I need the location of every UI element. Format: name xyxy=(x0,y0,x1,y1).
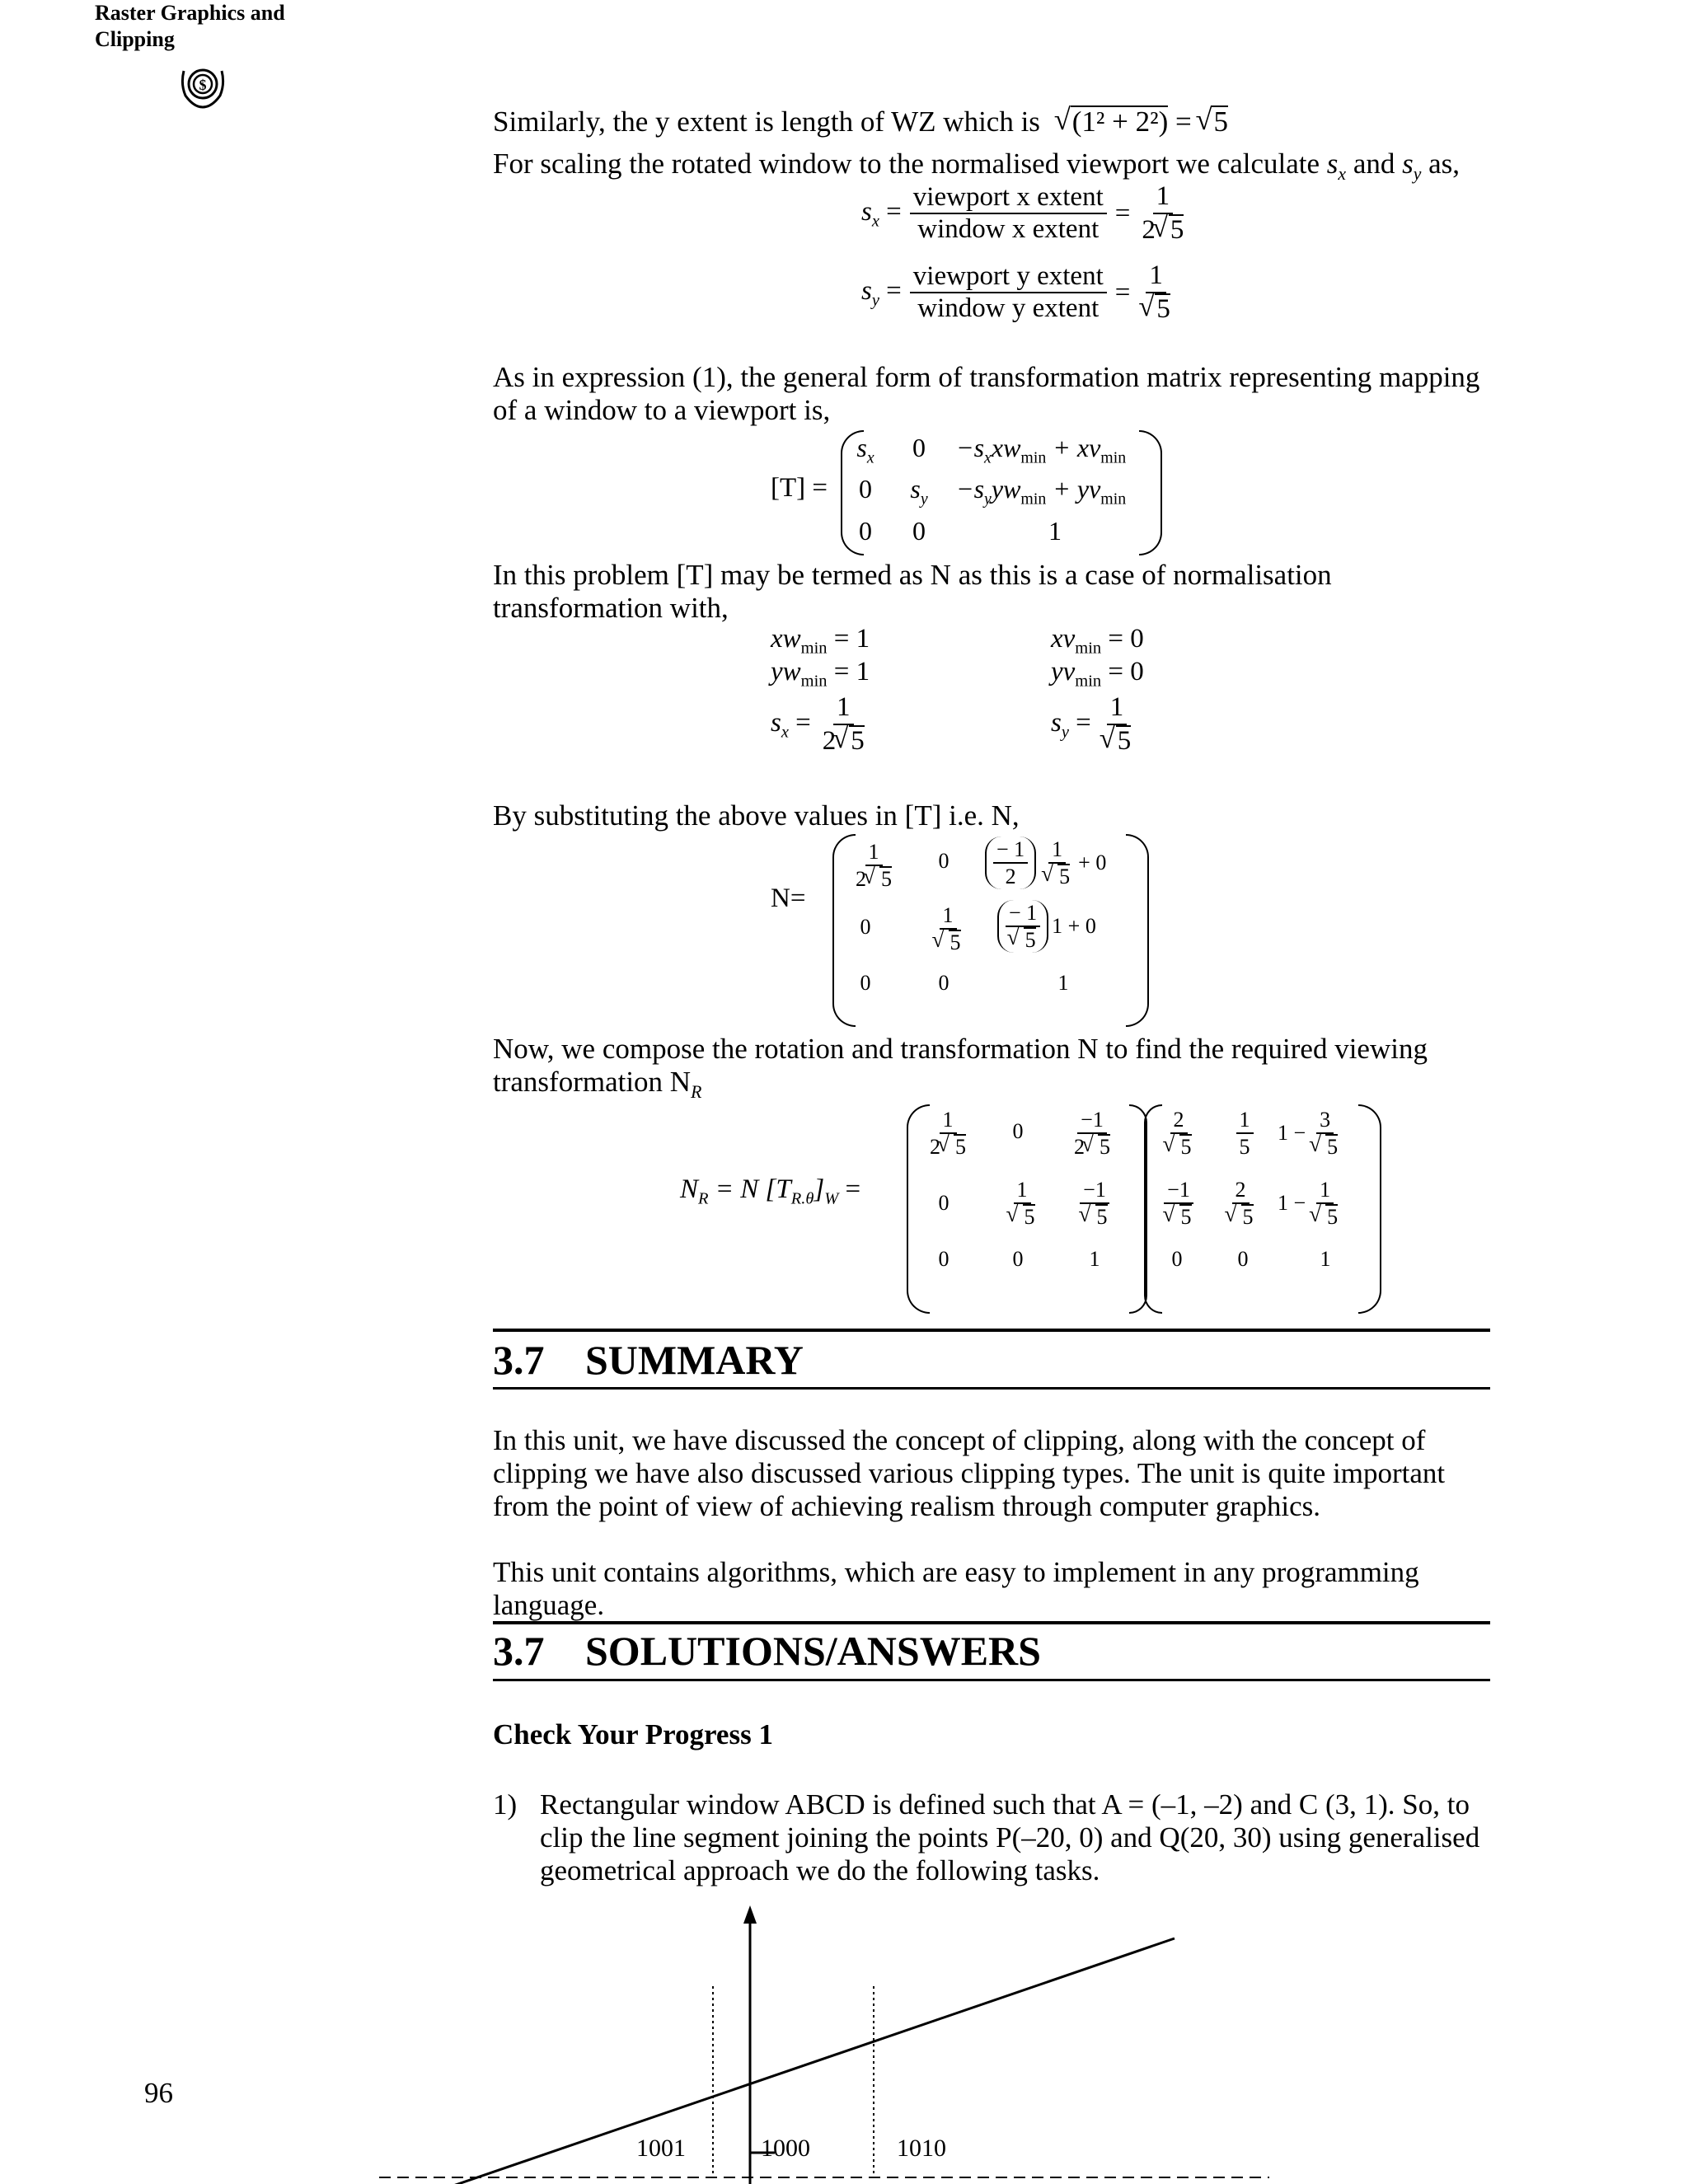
sx-denominator: window x extent xyxy=(917,214,1100,245)
compose-line1: Now, we compose the rotation and transformation N to find the required viewing xyxy=(493,1033,1428,1065)
t-r2c2: $s_y$ xyxy=(910,474,928,509)
summary-paragraph-2: This unit contains algorithms, which are easy to implement in any programming language. xyxy=(493,1556,1419,1621)
nr-m1-r3c3: 1 xyxy=(1089,1247,1100,1271)
svg-text:$: $ xyxy=(199,77,207,93)
sy-symbol: s xyxy=(1402,148,1414,180)
solutions-bottom-rule xyxy=(493,1679,1490,1681)
paragraph-normalisation xyxy=(493,559,1490,625)
region-code-middle: 1000 xyxy=(761,2135,810,2162)
n-matrix-label: N= xyxy=(771,883,806,913)
nr-equation-lhs: $N_R = N$ $[T_{R.\theta}]_W$ = xyxy=(680,1174,861,1208)
y-extent-text: Similarly, the y extent is length of WZ which is xyxy=(493,105,1040,138)
solutions-top-rule xyxy=(493,1621,1490,1624)
nr-m1-r3c2: 0 xyxy=(1012,1247,1024,1271)
t-matrix-label xyxy=(771,473,828,504)
nr-m2-r1c1: 2 √ 5 xyxy=(1154,1107,1203,1160)
t-label: [T] = xyxy=(771,473,828,503)
question-1-number: 1) xyxy=(493,1788,518,1821)
sx-numerator: viewport x extent xyxy=(910,182,1107,215)
t-r3c3: 1 xyxy=(1048,516,1062,546)
sx-result-num: 1 xyxy=(1153,181,1174,214)
n-r1c2: 0 xyxy=(938,849,950,873)
nr-m1-r1c3: $\frac{-1}{2√ 5}$ xyxy=(1059,1107,1125,1160)
ywmin-value: $yw_{min} = 1$ xyxy=(771,657,870,691)
page-number: 96 xyxy=(144,2077,173,2109)
sqrt-inner: (1² + 2²) xyxy=(1071,105,1169,138)
sy-result-sqrt: 5 xyxy=(1156,293,1170,324)
y-axis-arrow-icon xyxy=(743,1905,757,1924)
n-r1c1: $\frac{1}{2√ 5}$ xyxy=(841,839,907,892)
equals-sign: = xyxy=(1175,105,1199,138)
n-r1c3: $\frac{- 1}{2}$ 1 √ 5 + 0 xyxy=(985,837,1142,889)
paragraph-substituting: By substituting the above values in [T] i.e. N, xyxy=(493,799,1020,832)
normalisation-line2: transformation with, xyxy=(493,592,729,624)
nr-m1-r2c3: −1 √ 5 xyxy=(1070,1177,1119,1230)
question-1-text: Rectangular window ABCD is defined such that A = (–1, –2) and C (3, 1). So, to clip the line segment joining the points P(–20, 0) and Q(20, 30) using generalised geometrical approach we do the following tasks. xyxy=(540,1788,1480,1886)
paragraph-general-form xyxy=(493,361,1490,427)
n-r2c3: − 1 √ 5 1 + 0 xyxy=(997,900,1137,953)
general-form-line1: As in expression (1), the general form of transformation matrix representing mapping xyxy=(493,361,1480,393)
region-code-right: 1010 xyxy=(897,2135,946,2162)
region-code-left: 1001 xyxy=(636,2135,686,2162)
check-your-progress-heading: Check Your Progress 1 xyxy=(493,1718,773,1750)
xwmin-value: $xw_{min} = 1$ xyxy=(771,624,870,658)
and-text: and xyxy=(1353,148,1395,180)
sqrt-five: 5 xyxy=(1213,105,1228,138)
paragraph-y-extent xyxy=(493,105,1490,138)
running-header-line1: Raster Graphics and xyxy=(95,1,285,25)
running-header-line2: Clipping xyxy=(95,27,175,51)
section-heading-solutions: 3.7 SOLUTIONS/ANSWERS xyxy=(493,1628,1041,1674)
nr-m2-r2c1: −1 √ 5 xyxy=(1154,1177,1203,1230)
clipping-figure xyxy=(363,1887,1302,2184)
paragraph-compose xyxy=(493,1033,1490,1108)
t-r1c2: 0 xyxy=(912,433,926,462)
n-r2c1: 0 xyxy=(860,915,871,939)
sx-value: $s_x$ = $\frac{1}{2√ 5}$ xyxy=(771,692,868,757)
sy-lhs: s xyxy=(861,275,872,306)
sy-equation: $s_y$ = $\frac{\text{viewport y extent}}{\text{window y extent}}$ = 1 √ 5 xyxy=(861,260,1174,326)
section-heading-summary: 3.7 SUMMARY xyxy=(493,1337,804,1383)
nr-m1-r1c2: 0 xyxy=(1012,1119,1024,1143)
scaling-text: For scaling the rotated window to the normalised viewport we calculate xyxy=(493,148,1320,180)
normalisation-line1: In this problem [T] may be termed as N as this is a case of normalisation xyxy=(493,559,1332,591)
as-text: as, xyxy=(1428,148,1461,180)
sy-numerator: viewport y extent xyxy=(910,261,1107,294)
nr-m2-r3c1: 0 xyxy=(1171,1247,1183,1271)
nr-m2-r1c3: 1 − 3 √ 5 xyxy=(1278,1107,1368,1160)
n-r3c1: 0 xyxy=(860,971,871,995)
nr-m2-r1c2: $\frac{1}{5}$ xyxy=(1228,1107,1261,1160)
compose-line2: transformation $N_R$ xyxy=(493,1066,702,1102)
n-r3c3: 1 xyxy=(1057,971,1069,995)
summary-top-rule xyxy=(493,1329,1490,1332)
ignou-logo-icon xyxy=(177,59,228,110)
t-r3c1: 0 xyxy=(859,516,872,546)
nr-m1-r1c1: $\frac{1}{2√ 5}$ xyxy=(915,1107,981,1160)
sx-symbol: s xyxy=(1326,148,1339,180)
sy-sub: y xyxy=(1413,164,1422,184)
sx-result-sqrt: 5 xyxy=(1170,214,1184,245)
nr-m2-r3c2: 0 xyxy=(1237,1247,1249,1271)
n-r3c2: 0 xyxy=(938,971,950,995)
sx-equation: $s_x$ = $\frac{\text{viewport x extent}}{\text{window x extent}}$ = $\frac{1}{2√ 5}$ xyxy=(861,181,1187,246)
nr-m1-r2c2: 1 √ 5 xyxy=(997,1177,1047,1230)
nr-m1-r2c1: 0 xyxy=(938,1191,950,1215)
summary-paragraph-1: In this unit, we have discussed the concept of clipping, along with the concept of clipping we have also discussed various clipping types. The unit is quite important from the point of view of achieving realism through computer graphics. xyxy=(493,1424,1446,1522)
line-segment-pq xyxy=(453,1938,1175,2184)
t-r2c1: 0 xyxy=(859,474,872,504)
t-r2c3: $-s_yyw_{min} + yv_{min}$ xyxy=(956,474,1127,509)
nr-m2-r2c3: 1 − 1 √ 5 xyxy=(1278,1177,1368,1230)
t-r1c1: $s_x$ xyxy=(856,433,874,467)
summary-bottom-rule xyxy=(493,1387,1490,1390)
nr-m1-r3c1: 0 xyxy=(938,1247,950,1271)
sy-lhs-sub: y xyxy=(871,291,879,310)
sy-value: $s_y$ = 1 √ 5 xyxy=(1051,692,1134,757)
t-r3c2: 0 xyxy=(912,516,926,546)
sx-sub: x xyxy=(1338,164,1347,184)
sx-lhs-sub: x xyxy=(871,212,879,231)
xvmin-value: $xv_{min} = 0$ xyxy=(1051,624,1144,658)
sx-result-two: 2 xyxy=(1142,214,1156,245)
sx-lhs: s xyxy=(861,196,872,227)
nr-m2-r2c2: 2 √ 5 xyxy=(1216,1177,1265,1230)
general-form-line2: of a window to a viewport is, xyxy=(493,394,831,426)
nr-m2-r3c3: 1 xyxy=(1320,1247,1331,1271)
sy-denominator: window y extent xyxy=(917,293,1100,324)
yvmin-value: $yv_{min} = 0$ xyxy=(1051,657,1144,691)
n-r2c2: 1 √ 5 xyxy=(923,902,973,955)
sy-result-num: 1 xyxy=(1146,260,1166,293)
t-r1c3: $-s_xxw_{min} + xv_{min}$ xyxy=(956,433,1127,467)
